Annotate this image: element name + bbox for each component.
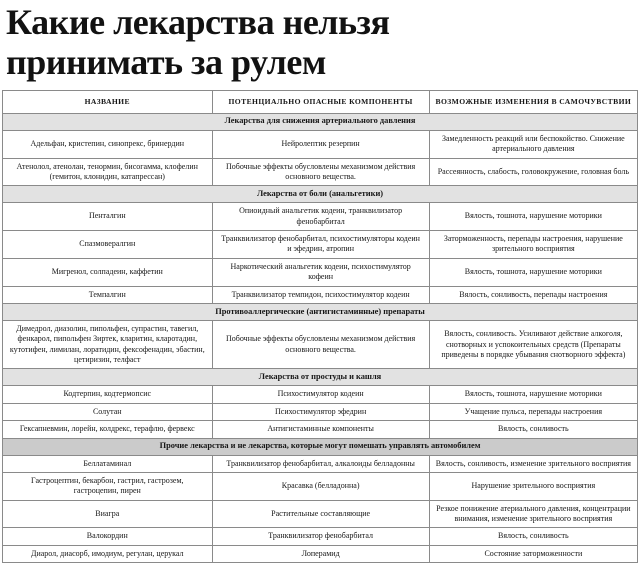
column-header-components: ПОТЕНЦИАЛЬНО ОПАСНЫЕ КОМПОНЕНТЫ (212, 91, 429, 114)
section-header-row (3, 186, 638, 203)
section-header-row (3, 113, 638, 130)
section-header-label: Лекарства для снижения артериального давления (3, 113, 638, 130)
components-cell: Побочные эффекты обусловлены механизмом действия основного вещества. (212, 158, 429, 186)
drug-names-cell: Темпалгин (3, 286, 213, 303)
drug-names-cell: Виагра (3, 500, 213, 528)
components-cell: Нейролептик резерпин (212, 130, 429, 158)
components-cell: Транквилизатор темпидон, психостимулятор кодеин (212, 286, 429, 303)
components-cell: Лоперамид (212, 545, 429, 562)
effects-cell: Учащение пульса, перепады настроения (429, 403, 637, 420)
table-row (3, 386, 638, 403)
table-row (3, 545, 638, 562)
effects-cell: Вялость, тошнота, нарушение моторики (429, 258, 637, 286)
effects-cell: Вялость, сонливость, перепады настроения (429, 286, 637, 303)
components-cell: Опиоидный анальгетик кодеин, транквилизатор фенобарбитал (212, 203, 429, 231)
table-row (3, 472, 638, 500)
components-cell: Транквилизатор фенобарбитал, алкалоиды белладонны (212, 455, 429, 472)
components-cell: Антигистаминные компоненты (212, 421, 429, 438)
table-row (3, 455, 638, 472)
table-header-row (3, 91, 638, 114)
components-cell: Транквилизатор фенобарбитал, психостимуляторы кодеин и эфедрин, атропин (212, 231, 429, 259)
section-header-label: Лекарства от простуды и кашля (3, 369, 638, 386)
table-row (3, 203, 638, 231)
table-row (3, 231, 638, 259)
column-header-name: НАЗВАНИЕ (3, 91, 213, 114)
section-header-row (3, 438, 638, 455)
table-row (3, 286, 638, 303)
effects-cell: Вялость, сонливость. Усиливают действие алкоголя, снотворных и успокоительных средств (Препараты приведены в порядке убывания снотворного эффекта) (429, 320, 637, 369)
components-cell: Психостимулятор кодеин (212, 386, 429, 403)
table-row (3, 500, 638, 528)
table-row (3, 258, 638, 286)
page-title: Какие лекарства нельзя принимать за рулем (6, 2, 390, 82)
effects-cell: Вялость, сонливость (429, 421, 637, 438)
effects-cell: Вялость, тошнота, нарушение моторики (429, 386, 637, 403)
effects-cell: Рассеянность, слабость, головокружение, головная боль (429, 158, 637, 186)
components-cell: Психостимулятор эфедрин (212, 403, 429, 420)
effects-cell: Вялость, сонливость (429, 528, 637, 545)
drug-names-cell: Кодтерпин, кодтермопсис (3, 386, 213, 403)
drug-names-cell: Гексапневмин, лорейн, колдрекс, терафлю, фервекс (3, 421, 213, 438)
effects-cell: Заторможенность, перепады настроения, нарушение зрительного восприятия (429, 231, 637, 259)
effects-cell: Вялость, тошнота, нарушение моторики (429, 203, 637, 231)
components-cell: Транквилизатор фенобарбитал (212, 528, 429, 545)
section-header-label: Лекарства от боли (анальгетики) (3, 186, 638, 203)
components-cell: Растительные составляющие (212, 500, 429, 528)
effects-cell: Вялость, сонливость, изменение зрительного восприятия (429, 455, 637, 472)
drug-names-cell: Димедрол, диазолин, пипольфен, супрастин, тавегил, фенкарол, пипольфен Зиртек, кларитин, кларотадин, кутотифен, лимилан, лоратидин, фексофенадин, эбастин, цетиризин, телфаст (3, 320, 213, 369)
components-cell: Побочные эффекты обусловлены механизмом действия основного вещества. (212, 320, 429, 369)
table-row (3, 528, 638, 545)
section-header-label: Прочие лекарства и не лекарства, которые могут помешать управлять автомобилем (3, 438, 638, 455)
effects-cell: Нарушение зрительного восприятия (429, 472, 637, 500)
components-cell: Наркотический анальгетик кодеин, психостимулятор кофеин (212, 258, 429, 286)
drug-names-cell: Атенолол, атенолан, тенормин, бисогамма, клофелин (гемитон, клонидин, катапрессан) (3, 158, 213, 186)
drug-names-cell: Валокордин (3, 528, 213, 545)
effects-cell: Замедленность реакций или беспокойство. Снижение артериального давления (429, 130, 637, 158)
drug-names-cell: Пенталгин (3, 203, 213, 231)
effects-cell: Состояние заторможенности (429, 545, 637, 562)
column-header-effects: ВОЗМОЖНЫЕ ИЗМЕНЕНИЯ В САМОЧУВСТВИИ (429, 91, 637, 114)
drugs-table (2, 90, 638, 563)
section-header-row (3, 369, 638, 386)
effects-cell: Резкое понижение атериального давления, концентрации внимания, изменение зрительного восприятия (429, 500, 637, 528)
drug-names-cell: Гастроцептин, бекарбон, гастрил, гастрозем, гастроцепин, пирен (3, 472, 213, 500)
components-cell: Красавка (белладонна) (212, 472, 429, 500)
table-row (3, 158, 638, 186)
drug-names-cell: Адельфан, кристепин, синопрекс, бринердин (3, 130, 213, 158)
section-header-row (3, 304, 638, 321)
table-row (3, 403, 638, 420)
drug-names-cell: Спазмовералгин (3, 231, 213, 259)
table-row (3, 421, 638, 438)
section-header-label: Противоаллергические (антигистаминные) препараты (3, 304, 638, 321)
drug-names-cell: Солутан (3, 403, 213, 420)
drug-names-cell: Беллатаминал (3, 455, 213, 472)
table-row (3, 320, 638, 369)
drug-names-cell: Мигренол, солпадеин, каффетин (3, 258, 213, 286)
table-body (3, 113, 638, 562)
drug-names-cell: Диарол, диасорб, имодиум, регулан, церукал (3, 545, 213, 562)
table-row (3, 130, 638, 158)
